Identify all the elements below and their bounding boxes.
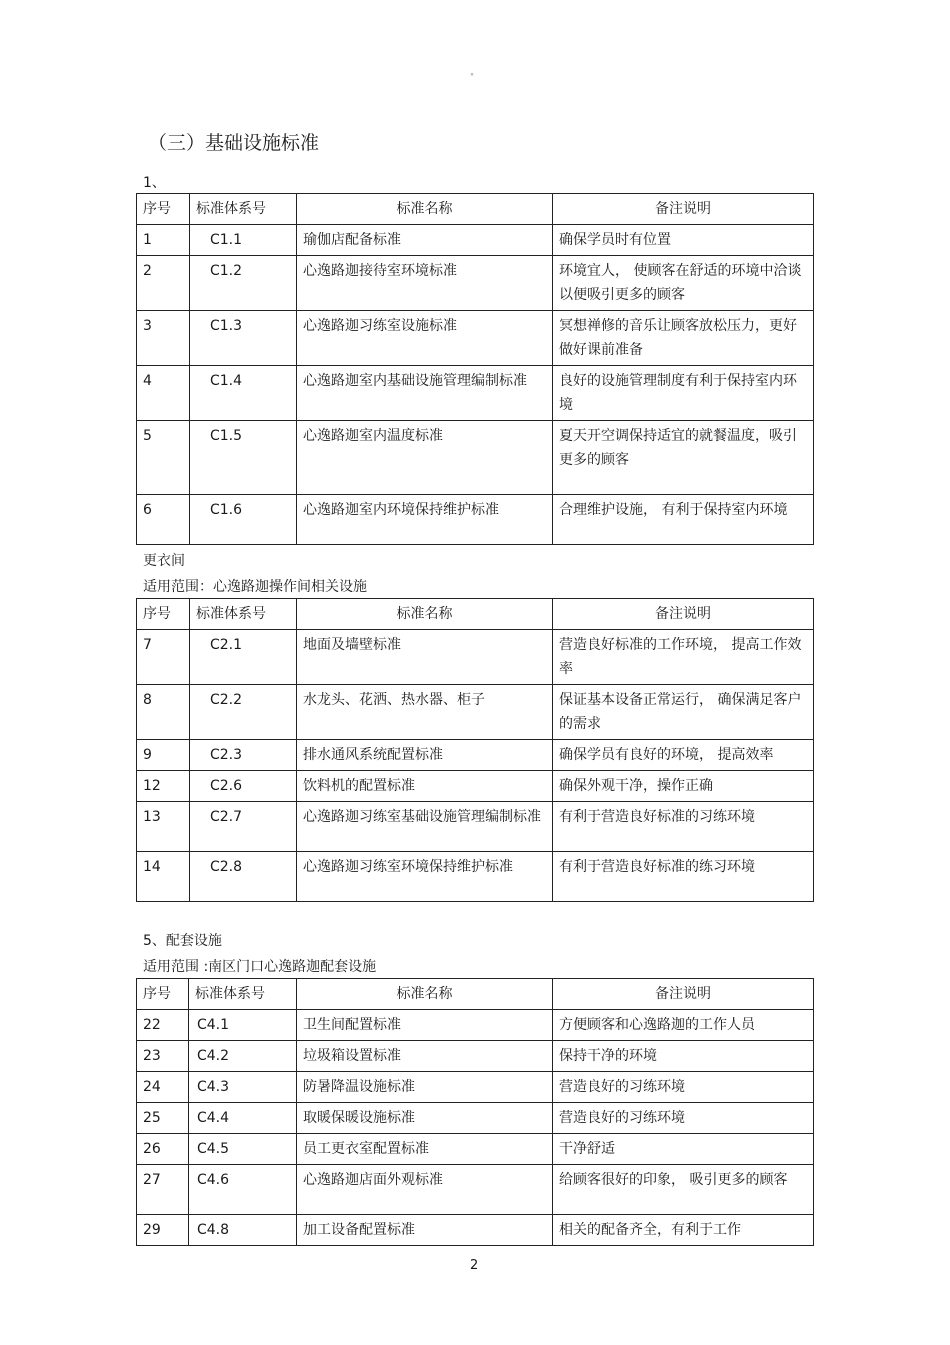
row-name: 加工设备配置标准: [297, 1215, 553, 1246]
table-row: [137, 852, 814, 902]
row-index: 12: [137, 771, 190, 802]
table-basic-facilities: [136, 193, 814, 545]
row-code: C4.6: [189, 1165, 297, 1215]
part3-label: 5、配套设施: [143, 933, 222, 949]
table-row: [137, 1103, 814, 1134]
row-notes: 营造良好标准的工作环境， 提高工作效率: [553, 630, 814, 685]
row-index: 9: [137, 740, 190, 771]
row-index: 2: [137, 256, 190, 311]
table-row: [137, 740, 814, 771]
row-index: 8: [137, 685, 190, 740]
row-notes: 有利于营造良好标准的习练环境: [553, 802, 814, 852]
row-notes: 保证基本设备正常运行， 确保满足客户的需求: [553, 685, 814, 740]
row-code: C2.8: [190, 852, 297, 902]
row-notes: 方便顾客和心逸路迦的工作人员: [553, 1010, 814, 1041]
row-index: 13: [137, 802, 190, 852]
row-index: 1: [137, 225, 190, 256]
table-row: [137, 421, 814, 495]
row-name: 排水通风系统配置标准: [297, 740, 553, 771]
row-name: 防暑降温设施标准: [297, 1072, 553, 1103]
row-notes: 合理维护设施， 有利于保持室内环境: [553, 495, 814, 545]
header-mark: °: [470, 72, 474, 81]
header-index: 序号: [137, 194, 190, 225]
row-name: 员工更衣室配置标准: [297, 1134, 553, 1165]
row-code: C1.2: [190, 256, 297, 311]
row-name: 心逸路迦接待室环境标准: [297, 256, 553, 311]
row-name: 卫生间配置标准: [297, 1010, 553, 1041]
table-row: [137, 1041, 814, 1072]
row-notes: 有利于营造良好标准的练习环境: [553, 852, 814, 902]
row-index: 22: [137, 1010, 189, 1041]
table-row: [137, 495, 814, 545]
header-name: 标准名称: [297, 599, 553, 630]
row-notes: 确保学员时有位置: [553, 225, 814, 256]
table-row: [137, 225, 814, 256]
row-index: 29: [137, 1215, 189, 1246]
table-header-row: [137, 979, 814, 1010]
row-code: C2.3: [190, 740, 297, 771]
row-notes: 给顾客很好的印象， 吸引更多的顾客: [553, 1165, 814, 1215]
table-row: [137, 1165, 814, 1215]
page-number: 2: [470, 1258, 479, 1273]
header-index: 序号: [137, 599, 190, 630]
row-name: 饮料机的配置标准: [297, 771, 553, 802]
row-notes: 干净舒适: [553, 1134, 814, 1165]
part2-label: 更衣间: [143, 553, 185, 569]
table-header-row: [137, 194, 814, 225]
row-name: 心逸路迦室内基础设施管理编制标准: [297, 366, 553, 421]
table-changing-room: [136, 598, 814, 902]
row-index: 7: [137, 630, 190, 685]
table-row: [137, 366, 814, 421]
table-row: [137, 1215, 814, 1246]
row-index: 26: [137, 1134, 189, 1165]
table-row: [137, 1134, 814, 1165]
row-index: 5: [137, 421, 190, 495]
section-title: （三）基础设施标准: [148, 132, 320, 154]
row-code: C2.1: [190, 630, 297, 685]
row-name: 瑜伽店配备标准: [297, 225, 553, 256]
table-row: [137, 630, 814, 685]
row-index: 14: [137, 852, 190, 902]
table-row: [137, 256, 814, 311]
row-code: C4.3: [189, 1072, 297, 1103]
row-code: C1.6: [190, 495, 297, 545]
table-row: [137, 771, 814, 802]
header-code: 标准体系号: [189, 979, 297, 1010]
row-name: 地面及墙壁标准: [297, 630, 553, 685]
row-code: C4.8: [189, 1215, 297, 1246]
row-index: 25: [137, 1103, 189, 1134]
row-name: 心逸路迦习练室设施标准: [297, 311, 553, 366]
header-notes: 备注说明: [553, 194, 814, 225]
table-header-row: [137, 599, 814, 630]
row-notes: 夏天开空调保持适宜的就餐温度，吸引更多的顾客: [553, 421, 814, 495]
row-notes: 环境宜人， 使顾客在舒适的环境中洽谈以便吸引更多的顾客: [553, 256, 814, 311]
row-notes: 营造良好的习练环境: [553, 1072, 814, 1103]
row-code: C2.7: [190, 802, 297, 852]
row-code: C4.5: [189, 1134, 297, 1165]
header-notes: 备注说明: [553, 979, 814, 1010]
row-name: 心逸路迦室内环境保持维护标准: [297, 495, 553, 545]
row-notes: 相关的配备齐全，有利于工作: [553, 1215, 814, 1246]
row-index: 3: [137, 311, 190, 366]
header-index: 序号: [137, 979, 189, 1010]
header-code: 标准体系号: [190, 599, 297, 630]
row-name: 水龙头、花洒、热水器、柜子: [297, 685, 553, 740]
row-index: 24: [137, 1072, 189, 1103]
row-index: 6: [137, 495, 190, 545]
part3-scope: 适用范围 :南区门口心逸路迦配套设施: [143, 959, 377, 975]
header-notes: 备注说明: [553, 599, 814, 630]
header-name: 标准名称: [297, 194, 553, 225]
row-notes: 确保外观干净，操作正确: [553, 771, 814, 802]
row-name: 心逸路迦店面外观标准: [297, 1165, 553, 1215]
row-code: C1.1: [190, 225, 297, 256]
row-index: 27: [137, 1165, 189, 1215]
table-row: [137, 685, 814, 740]
row-code: C1.3: [190, 311, 297, 366]
header-code: 标准体系号: [190, 194, 297, 225]
row-code: C4.2: [189, 1041, 297, 1072]
row-name: 心逸路迦习练室环境保持维护标准: [297, 852, 553, 902]
row-code: C2.2: [190, 685, 297, 740]
row-name: 取暖保暖设施标准: [297, 1103, 553, 1134]
table-row: [137, 802, 814, 852]
row-notes: 冥想禅修的音乐让顾客放松压力，更好做好课前准备: [553, 311, 814, 366]
row-name: 心逸路迦习练室基础设施管理编制标准: [297, 802, 553, 852]
table-row: [137, 1072, 814, 1103]
row-code: C4.1: [189, 1010, 297, 1041]
row-index: 23: [137, 1041, 189, 1072]
part2-scope: 适用范围：心逸路迦操作间相关设施: [143, 579, 367, 595]
part1-label: 1、: [143, 175, 166, 191]
row-notes: 良好的设施管理制度有利于保持室内环境: [553, 366, 814, 421]
row-name: 垃圾箱设置标准: [297, 1041, 553, 1072]
table-supporting-facilities: [136, 978, 814, 1246]
row-index: 4: [137, 366, 190, 421]
table-row: [137, 1010, 814, 1041]
row-notes: 保持干净的环境: [553, 1041, 814, 1072]
table-row: [137, 311, 814, 366]
row-code: C1.5: [190, 421, 297, 495]
row-code: C4.4: [189, 1103, 297, 1134]
row-notes: 确保学员有良好的环境， 提高效率: [553, 740, 814, 771]
header-name: 标准名称: [297, 979, 553, 1010]
row-code: C1.4: [190, 366, 297, 421]
row-notes: 营造良好的习练环境: [553, 1103, 814, 1134]
row-name: 心逸路迦室内温度标准: [297, 421, 553, 495]
row-code: C2.6: [190, 771, 297, 802]
